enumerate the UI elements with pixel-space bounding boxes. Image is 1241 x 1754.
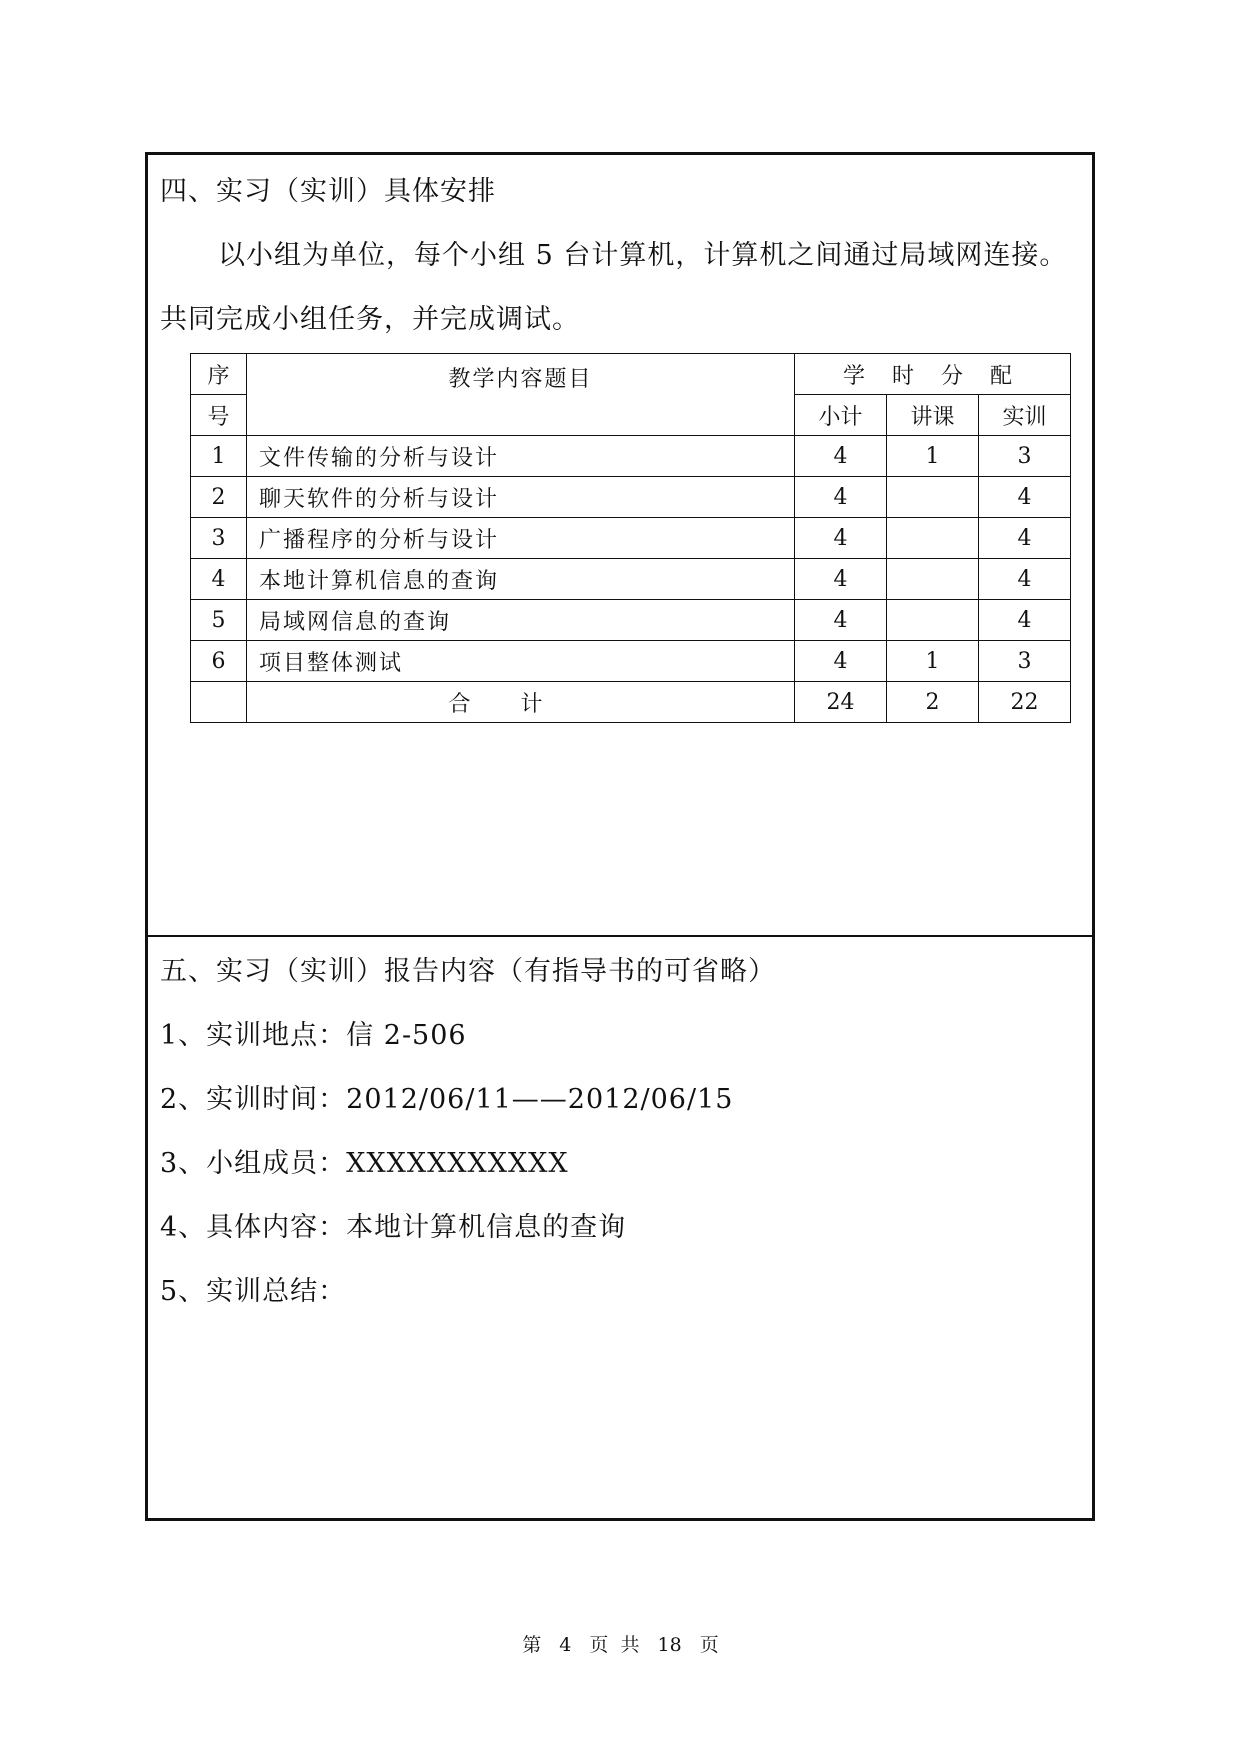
total-practice: 22 bbox=[979, 682, 1071, 723]
row-practice: 3 bbox=[979, 436, 1071, 477]
table-row bbox=[191, 559, 1071, 600]
row-topic: 文件传输的分析与设计 bbox=[247, 436, 795, 477]
total-lecture: 2 bbox=[887, 682, 979, 723]
report-item-summary: 5、实训总结： bbox=[160, 1276, 347, 1307]
header-topic: 教学内容题目 bbox=[247, 354, 795, 436]
row-lecture bbox=[887, 518, 979, 559]
footer-page-number: 4 bbox=[559, 1634, 572, 1656]
footer-page-suffix: 页 bbox=[699, 1634, 719, 1656]
table-row bbox=[191, 436, 1071, 477]
section5-title: 五、实习（实训）报告内容（有指导书的可省略） bbox=[160, 956, 776, 987]
report-item-location: 1、实训地点：信 2-506 bbox=[160, 1020, 467, 1051]
page-footer bbox=[0, 1630, 1241, 1657]
total-subtotal: 24 bbox=[795, 682, 887, 723]
row-topic: 项目整体测试 bbox=[247, 641, 795, 682]
row-subtotal: 4 bbox=[795, 600, 887, 641]
row-topic: 广播程序的分析与设计 bbox=[247, 518, 795, 559]
row-topic: 局域网信息的查询 bbox=[247, 600, 795, 641]
report-frame bbox=[145, 152, 1095, 1521]
table-total-row bbox=[191, 682, 1071, 723]
row-subtotal: 4 bbox=[795, 641, 887, 682]
row-practice: 3 bbox=[979, 641, 1071, 682]
schedule-table bbox=[190, 353, 1071, 723]
row-practice: 4 bbox=[979, 518, 1071, 559]
row-topic: 聊天软件的分析与设计 bbox=[247, 477, 795, 518]
report-item-members: 3、小组成员：XXXXXXXXXXX bbox=[160, 1148, 569, 1179]
total-label: 合计 bbox=[247, 682, 795, 723]
row-practice: 4 bbox=[979, 559, 1071, 600]
row-topic: 本地计算机信息的查询 bbox=[247, 559, 795, 600]
header-hours: 学 时 分 配 bbox=[795, 354, 1071, 395]
row-practice: 4 bbox=[979, 477, 1071, 518]
header-lecture: 讲课 bbox=[887, 395, 979, 436]
row-lecture bbox=[887, 559, 979, 600]
table-row bbox=[191, 477, 1071, 518]
row-no: 5 bbox=[191, 600, 247, 641]
row-no: 1 bbox=[191, 436, 247, 477]
section-divider bbox=[148, 935, 1092, 937]
footer-page-mid: 页 共 bbox=[589, 1634, 640, 1656]
total-no bbox=[191, 682, 247, 723]
row-lecture: 1 bbox=[887, 436, 979, 477]
row-lecture bbox=[887, 477, 979, 518]
section4-title: 四、实习（实训）具体安排 bbox=[160, 176, 496, 207]
row-no: 6 bbox=[191, 641, 247, 682]
footer-page-prefix: 第 bbox=[522, 1634, 542, 1656]
footer-page-total: 18 bbox=[657, 1634, 682, 1656]
row-no: 3 bbox=[191, 518, 247, 559]
row-practice: 4 bbox=[979, 600, 1071, 641]
row-no: 4 bbox=[191, 559, 247, 600]
row-subtotal: 4 bbox=[795, 559, 887, 600]
row-no: 2 bbox=[191, 477, 247, 518]
header-practice: 实训 bbox=[979, 395, 1071, 436]
row-lecture: 1 bbox=[887, 641, 979, 682]
row-lecture bbox=[887, 600, 979, 641]
row-subtotal: 4 bbox=[795, 518, 887, 559]
header-no-top: 序 bbox=[191, 354, 247, 395]
section4-intro-line2: 共同完成小组任务，并完成调试。 bbox=[160, 304, 580, 335]
table-header-row bbox=[191, 354, 1071, 395]
header-subtotal: 小计 bbox=[795, 395, 887, 436]
header-no-bottom: 号 bbox=[191, 395, 247, 436]
report-item-time: 2、实训时间：2012/06/11——2012/06/15 bbox=[160, 1084, 734, 1115]
row-subtotal: 4 bbox=[795, 477, 887, 518]
table-row bbox=[191, 518, 1071, 559]
row-subtotal: 4 bbox=[795, 436, 887, 477]
report-item-content: 4、具体内容：本地计算机信息的查询 bbox=[160, 1212, 627, 1243]
table-row bbox=[191, 600, 1071, 641]
table-row bbox=[191, 641, 1071, 682]
section4-intro-line1: 以小组为单位，每个小组 5 台计算机，计算机之间通过局域网连接。 bbox=[218, 240, 1068, 271]
